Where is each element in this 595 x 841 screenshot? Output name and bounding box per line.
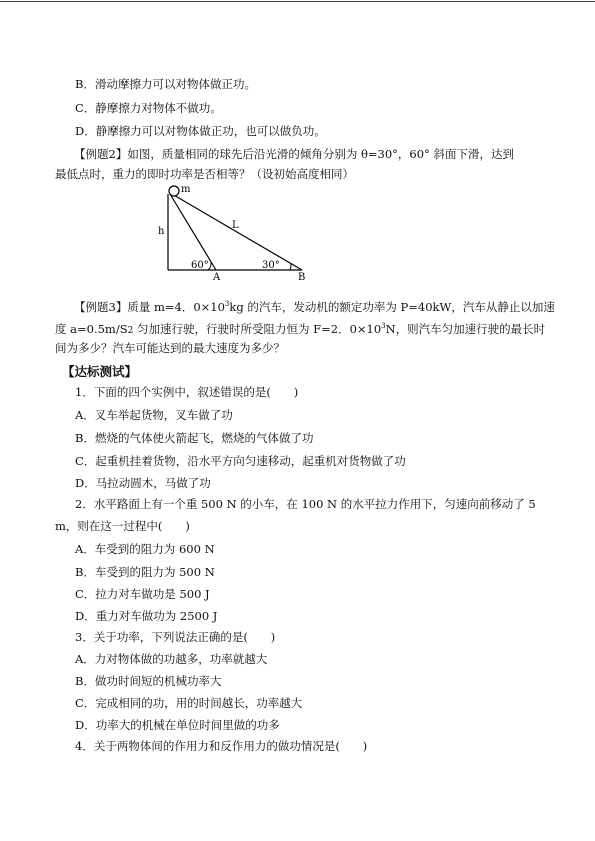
q1-option-a: A．叉车举起货物，叉车做了功 [75, 408, 233, 422]
q3-option-b: B．做功时间短的机械功率大 [75, 674, 222, 688]
label-60: 60° [191, 260, 209, 271]
q4-stem: 4．关于两物体间的作用力和反作用力的做功情况是( ) [75, 739, 368, 753]
label-30: 30° [262, 260, 280, 271]
q2-option-d: D．重力对车做功为 2500 J [75, 609, 218, 623]
example2-line2: 最低点时，重力的即时功率是否相等？（设初始高度相同） [55, 167, 354, 181]
option-c-prev: C．静摩擦力对物体不做功。 [75, 101, 222, 115]
q1-option-b: B．燃烧的气体使火箭起飞，燃烧的气体做了功 [75, 431, 314, 445]
option-b-prev: B．滑动摩擦力可以对物体做正功。 [75, 77, 256, 91]
label-L: L [232, 220, 239, 231]
q2-stem-line1: 2．水平路面上有一个重 500 N 的小车，在 100 N 的水平拉力作用下，匀速向前移动了 5 [75, 497, 536, 511]
example2-line1: 【例题2】如图，质量相同的球先后沿光滑的倾角分别为 θ=30°，60° 斜面下滑，达到 [74, 147, 514, 161]
example3-line3: 间为多少？汽车可能达到的最大速度为多少？ [55, 341, 285, 355]
q1-option-c: C．起重机挂着货物，沿水平方向匀速移动，起重机对货物做了功 [75, 454, 406, 468]
incline-figure [150, 180, 320, 285]
q3-option-a: A．力对物体做的功越多，功率就越大 [75, 652, 268, 666]
incline-30 [172, 194, 302, 270]
q2-option-a: A．车受到的阻力为 600 N [75, 542, 215, 556]
q2-option-c: C．拉力对车做功是 500 J [75, 587, 210, 601]
example3-line1: 【例题3】质量 m=4．$0\times 10^3kg$ 的汽车，发动机的额定功率为 P=40kW，汽车从静止以加速 [74, 300, 555, 314]
label-B: B [298, 272, 306, 283]
q2-stem-line2: m，则在这一过程中( ) [55, 519, 190, 533]
q1-option-d: D．马拉动圆木，马做了功 [75, 476, 211, 490]
q3-stem: 3．关于功率，下列说法正确的是( ) [75, 630, 276, 644]
q2-option-b: B．车受到的阻力为 500 N [75, 565, 215, 579]
label-m: m [181, 184, 191, 195]
example3-line2: 度 a=0.5m/S2 匀加速行驶，行驶时所受阻力恒为 F=2．$0\times 10^3N$，则汽车匀加速行驶的最长时 [55, 322, 546, 336]
ball [169, 186, 179, 196]
q1-stem: 1．下面的四个实例中，叙述错误的是( ) [75, 385, 299, 399]
q3-option-d: D．功率大的机械在单位时间里做的功多 [75, 718, 280, 732]
header-rule [0, 1, 595, 2]
angle-arc-30 [290, 264, 291, 270]
label-A: A [213, 272, 221, 283]
label-h: h [158, 226, 165, 237]
incline-60 [170, 194, 216, 270]
q3-option-c: C．完成相同的功，用的时间越长，功率越大 [75, 696, 303, 710]
option-d-prev: D．静摩擦力可以对物体做正功，也可以做负功。 [75, 124, 326, 138]
section-title: 【达标测试】 [62, 364, 138, 379]
